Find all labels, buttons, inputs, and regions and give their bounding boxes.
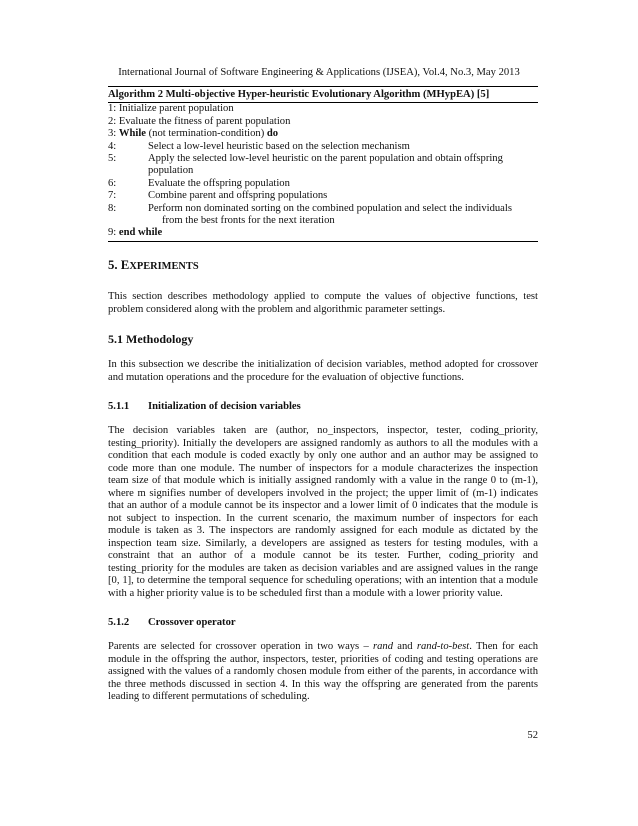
section-number: 5. E: [108, 258, 130, 272]
line-9-number: 9:: [108, 227, 119, 239]
subsubsection-number: 5.1.1: [108, 401, 130, 412]
keyword-while: While: [118, 128, 146, 140]
algorithm-line-6: [108, 178, 538, 190]
algorithm-line-7: [108, 190, 538, 202]
algorithm-line-5-continued: population: [148, 165, 194, 177]
keyword-end-while: end while: [118, 227, 163, 239]
term-rand-to-best: rand-to-best: [416, 641, 470, 652]
algorithm-bottom-rule: [108, 241, 538, 242]
line-text: Combine parent and offspring populations: [148, 190, 328, 202]
section-intro-paragraph: This section describes methodology applied to compute the values of objective functions, test problem considered along with the problem and algorithmic parameter settings.: [108, 291, 538, 315]
subsubsection-title: Initialization of decision variables: [148, 401, 301, 412]
crossover-text-and: and: [393, 641, 417, 652]
subsubsection-title: Crossover operator: [148, 617, 236, 628]
running-header: International Journal of Software Engineering & Applications (IJSEA), Vol.4, No.3, May 2013: [118, 67, 520, 78]
algorithm-line-8: [108, 203, 538, 215]
crossover-paragraph: [108, 641, 538, 704]
line-text: Evaluate the offspring population: [148, 177, 290, 189]
line-number: 7:: [108, 190, 117, 202]
algorithm-line-5: [108, 153, 538, 165]
subsubsection-number: 5.1.2: [108, 617, 130, 628]
subsubsection-heading-crossover: [108, 616, 538, 629]
line-number: 8:: [108, 202, 117, 214]
subsubsection-heading-initialization: [108, 400, 538, 413]
algorithm-line-3: [108, 128, 538, 140]
crossover-text-b: . Then for each module in the offspring the author, inspectors, tester, priorities of coding and testing operations are assigned with the values of a randomly chosen module from either of the parents, in accordance with the three methods discussed in section 4. In this way the offspring are generated from the parents leading to different permutations of scheduling.: [108, 641, 538, 702]
subsection-heading-methodology: 5.1 Methodology: [108, 332, 194, 346]
algorithm-box: [108, 86, 538, 242]
line-3-condition: (not termination-condition): [145, 128, 267, 140]
algorithm-title: Algorithm 2 Multi-objective Hyper-heuristic Evolutionary Algorithm (MHypEA) [5]: [108, 87, 538, 103]
line-text: Apply the selected low-level heuristic on the parent population and obtain offspring: [148, 153, 503, 165]
initialization-paragraph: The decision variables taken are (author, no_inspectors, inspector, tester, coding_priority, testing_priority). Initially the developers are assigned randomly as authors to all the modules with a condition that each module is coded exactly by only one author and an author may be assigned to code more than one module. The number of inspectors for a module characterizes the inspection team size of that module which is initially assigned randomly with a value in the range 0 to (m-1), where m signifies number of developers involved in the project; the upper limit of (m-1) indicates that an author of a module cannot be its inspector and a lower limit of 0 indicates that the module is not subject to inspection. In the current scenario, the maximum number of inspectors for each module is taken as 3. The inspectors are randomly assigned for each module as dictated by the inspection team size. Similarly, a developers are assigned as testers for testing modules, with a constraint that an author of a module cannot be its tester. Further, coding_priority and testing_priority for the modules are taken as decision variables and are assigned values in the range [0, 1], to determine the temporal sequence for scheduling operations; with an intention that a module with a higher priority value is to be scheduled first than a module with a lower priority value.: [108, 425, 538, 599]
algorithm-line-4: [108, 141, 538, 153]
line-text: Perform non dominated sorting on the combined population and select the individuals: [148, 202, 512, 214]
line-number: 4:: [108, 140, 117, 152]
term-rand: rand: [373, 641, 394, 652]
algorithm-line-8-continued: from the best fronts for the next iteration: [162, 215, 335, 227]
keyword-do: do: [266, 128, 279, 140]
section-heading-experiments: [108, 258, 538, 274]
line-text: Select a low-level heuristic based on the selection mechanism: [148, 140, 410, 152]
crossover-text-a: Parents are selected for crossover operation in two ways –: [108, 641, 374, 652]
algorithm-line-2: 2: Evaluate the fitness of parent population: [108, 115, 291, 127]
methodology-paragraph: In this subsection we describe the initialization of decision variables, method adopted for crossover and mutation operations and the procedure for the evaluation of objective functions.: [108, 359, 538, 383]
algorithm-line-9: [108, 227, 538, 239]
page-number: 52: [527, 730, 538, 741]
line-number: 5:: [108, 153, 117, 165]
line-number: 6:: [108, 177, 117, 189]
body-text: [108, 258, 538, 720]
section-title: XPERIMENTS: [129, 261, 199, 272]
line-3-number: 3:: [108, 128, 119, 140]
algorithm-line-1: 1: Initialize parent population: [108, 103, 234, 115]
